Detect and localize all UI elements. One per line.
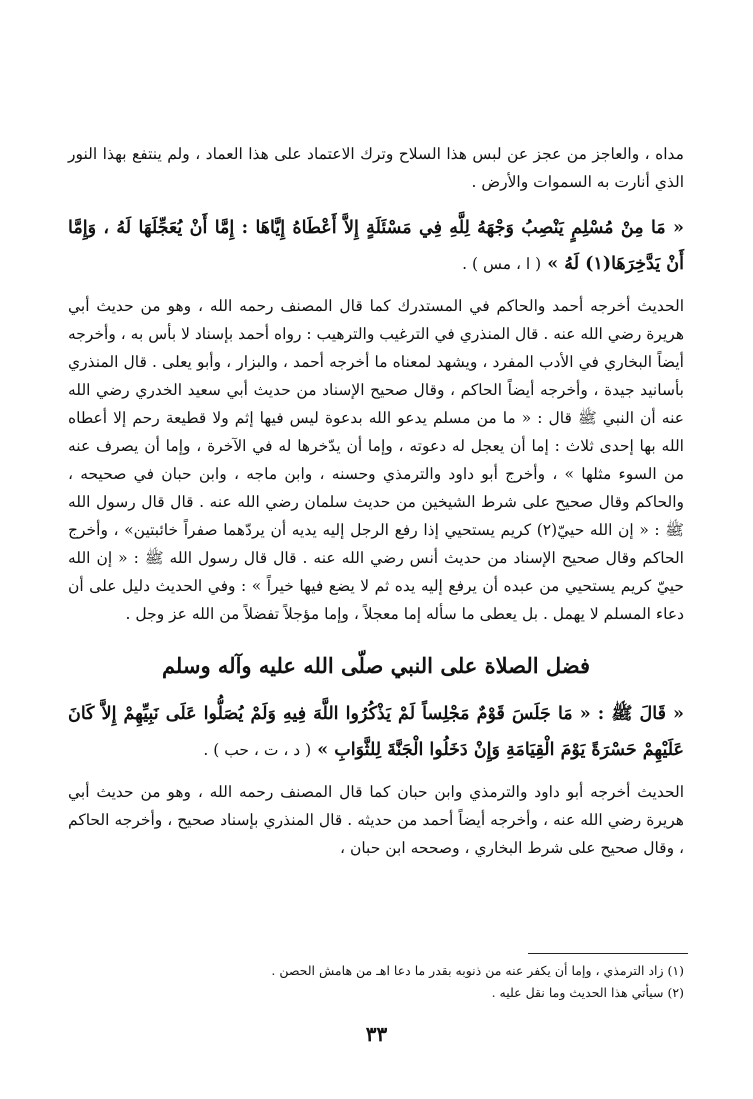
footnotes (68, 960, 684, 1004)
paragraph-commentary-1: الحديث أخرجه أحمد والحاكم في المستدرك كما قال المصنف رحمه الله ، وهو من حديث أبي هريرة رضي الله عنه . قال المنذري في الترغيب والترهيب : رواه أحمد بإسناد لا بأس به ، وأخرجه أيضاً البخاري في الأدب المفرد ، ويشهد لمعناه ما أخرجه أحمد ، والبزار ، وأبو يعلى . قال المنذري بأسانيد جيدة ، وأخرجه أيضاً الحاكم ، وقال صحيح الإسناد من حديث أبي سعيد الخدري رضي الله عنه أن النبي ﷺ قال : « ما من مسلم يدعو الله بدعوة ليس فيها إثم ولا قطيعة رحم إلا أعطاه الله بها إحدى ثلاث : إما أن يعجل له دعوته ، وإما أن يدّخرها له في الآخرة ، وإما أن يصرف عنه من السوء مثلها » ، وأخرج أبو داود والترمذي وحسنه ، وابن ماجه ، وابن حبان في صحيحه ، والحاكم وقال صحيح على شرط الشيخين من حديث سلمان رضي الله عنه . قال قال رسول الله ﷺ : « إن الله حييّ(٢) كريم يستحيي إذا رفع الرجل إليه يديه أن يردّهما صفراً خائبتين» ، وأخرج الحاكم وقال صحيح الإسناد من حديث أنس رضي الله عنه . قال قال رسول الله ﷺ : « إن الله حييّ كريم يستحيي من عبده أن يرفع إليه يده ثم لا يضع فيها خيراً » : وفي الحديث دليل على أن دعاء المسلم لا يهمل . بل يعطى ما سأله إما معجلاً ، وإما مؤجلاً تفضلاً من الله عز وجل . (68, 297, 684, 623)
paragraph-commentary-2: الحديث أخرجه أبو داود والترمذي وابن حبان كما قال المصنف رحمه الله ، وهو من حديث أبي هريرة رضي الله عنه ، وأخرجه أيضاً أحمد من حديثه . قال المنذري بإسناد صحيح ، وأخرجه الحاكم ، وقال صحيح على شرط البخاري ، وصححه ابن حبان ، (68, 783, 684, 857)
hadith-1-reference: ( ا ، مس ) . (462, 255, 542, 273)
hadith-2-text: « قَالَ ﷺ : « مَا جَلَسَ قَوْمٌ مَجْلِساً لَمْ يَذْكُرُوا اللَّهَ فِيهِ وَلَمْ يُصَلُّوا عَلَى نَبِيِّهِمْ إِلاَّ كَانَ عَلَيْهِمْ حَسْرَةً يَوْمَ الْقِيَامَةِ وَإِنْ دَخَلُوا الْجَنَّةَ لِلثَّوَابِ » (68, 704, 684, 760)
paragraph-intro: مداه ، والعاجز من عجز عن لبس هذا السلاح وترك الاعتماد على هذا العماد ، ولم ينتفع بهذا النور الذي أنارت به السموات والأرض . (68, 145, 684, 191)
hadith-1-text: « مَا مِنْ مُسْلِمٍ يَنْصِبُ وَجْهَهُ لِلَّهِ فِي مَسْئَلَةٍ إِلاَّ أَعْطَاهُ إِيَّاهَا : إِمَّا أَنْ يُعَجِّلَهَا لَهُ ، وَإِمَّا أَنْ يَدَّخِرَهَا(١) لَهُ » (68, 218, 684, 274)
footnote-2: (٢) سيأتي هذا الحديث وما نقل عليه . (491, 985, 684, 1000)
hadith-quote-2 (68, 696, 684, 768)
hadith-2-reference: ( د ، ت ، حب ) . (203, 741, 312, 759)
page-body (68, 140, 684, 862)
hadith-quote-1 (68, 210, 684, 282)
section-heading: فضل الصلاة على النبي صلّى الله عليه وآله وسلم (161, 653, 591, 678)
footnote-1: (١) زاد الترمذي ، وإما أن يكفر عنه من ذنوبه بقدر ما دعا اهـ من هامش الحصن . (271, 963, 684, 978)
footnote-divider (528, 953, 688, 954)
page-number: ٣٣ (365, 1022, 388, 1046)
